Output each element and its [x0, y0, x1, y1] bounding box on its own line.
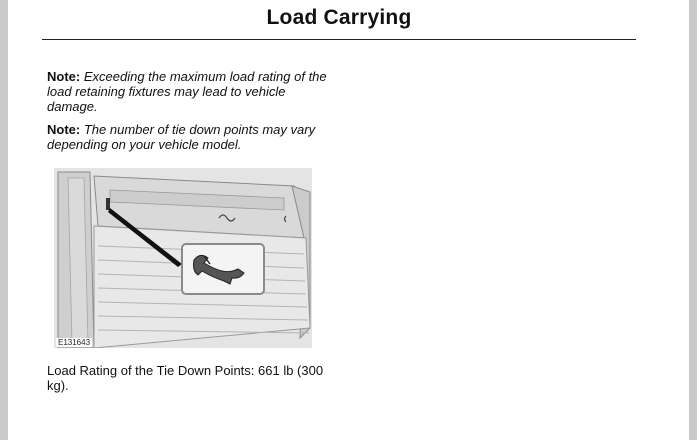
title-rule: [42, 39, 636, 40]
manual-page: [8, 0, 689, 440]
note-label: Note:: [47, 122, 81, 137]
page-title: Load Carrying: [266, 6, 412, 29]
load-rating-caption: Load Rating of the Tie Down Points: 661 lb (300 kg).: [47, 363, 324, 393]
truck-bed-illustration: [54, 168, 312, 350]
note-text: The number of tie down points may vary depending on your vehicle model.: [47, 122, 316, 152]
figure-code: E131643: [58, 338, 91, 347]
note-tie-down-points: [47, 122, 332, 152]
truck-bed-drawing: [54, 168, 312, 348]
note-text: Exceeding the maximum load rating of the load retaining fixtures may lead to vehicle damage.: [47, 69, 327, 114]
note-label: Note:: [47, 69, 81, 84]
note-load-rating: [47, 69, 332, 114]
